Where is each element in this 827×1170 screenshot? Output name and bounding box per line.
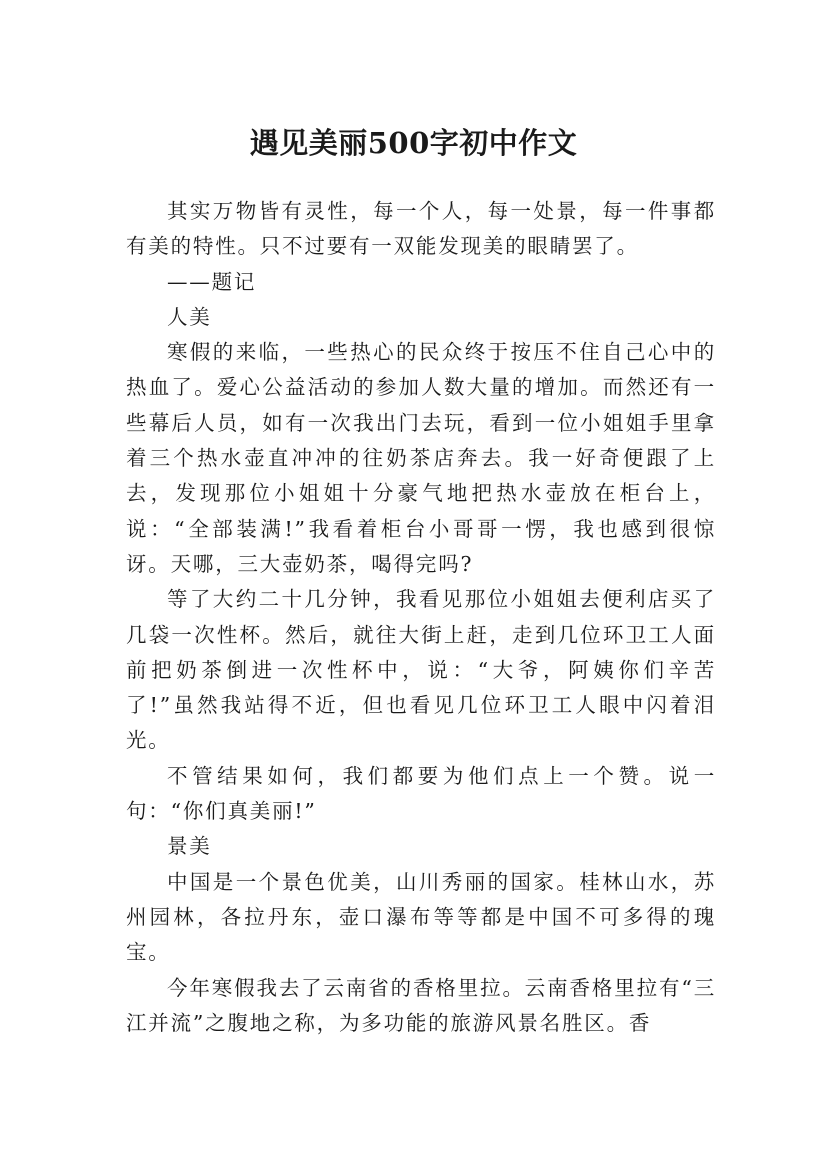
paragraph: 中国是一个景色优美，山川秀丽的国家。桂林山水，苏州园林，各拉丹东，壶口瀑布等等都是中国不可多得的瑰宝。	[126, 869, 716, 965]
paragraph: 今年寒假我去了云南省的香格里拉。云南香格里拉有“三江并流”之腹地之称，为多功能的旅游风景名胜区。香	[126, 975, 716, 1035]
paragraph-epigraph-source: ——题记	[167, 269, 257, 294]
document-title: 遇见美丽500字初中作文	[249, 126, 578, 161]
paragraph: 不管结果如何，我们都要为他们点上一个赞。说一句：“你们真美丽!”	[126, 763, 716, 824]
section-heading-scenery: 景美	[167, 834, 212, 859]
section-heading-people: 人美	[167, 304, 212, 329]
paragraph: 等了大约二十几分钟，我看见那位小姐姐去便利店买了几袋一次性杯。然后，就往大街上赶，走到几位环卫工人面前把奶茶倒进一次性杯中，说：“大爷，阿姨你们辛苦了!”虽然我站得不近，但也看见几位环卫工人眼中闪着泪光。	[126, 587, 716, 753]
document-body	[126, 194, 716, 1041]
paragraph: 寒假的来临，一些热心的民众终于按压不住自己心中的热血了。爱心公益活动的参加人数大量的增加。而然还有一些幕后人员，如有一次我出门去玩，看到一位小姐姐手里拿着三个热水壶直冲冲的往奶茶店奔去。我一好奇便跟了上去，发现那位小姐姐十分豪气地把热水壶放在柜台上，说：“全部装满!”我看着柜台小哥哥一愣，我也感到很惊讶。天哪，三大壶奶茶，喝得完吗?	[126, 340, 716, 576]
paragraph-epigraph: 其实万物皆有灵性，每一个人，每一处景，每一件事都有美的特性。只不过要有一双能发现美的眼睛罢了。	[126, 199, 716, 259]
